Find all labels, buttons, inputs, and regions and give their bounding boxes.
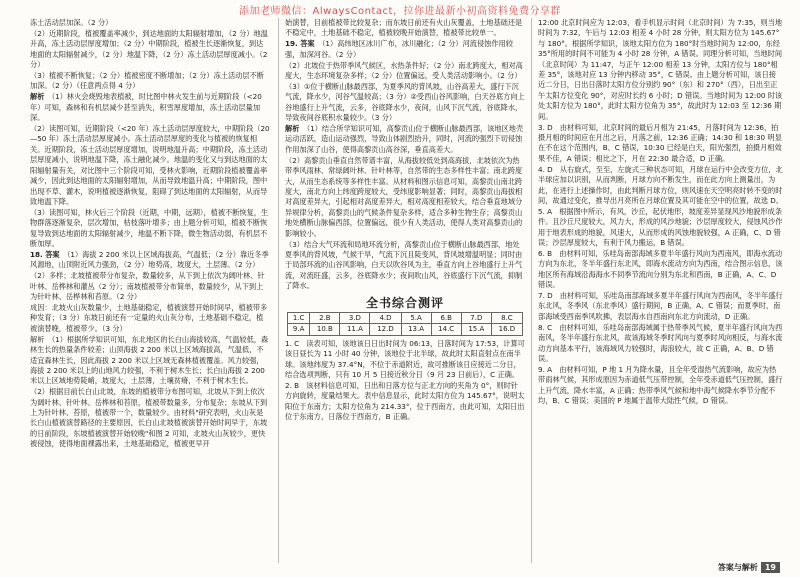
- page-number: 19: [761, 562, 780, 573]
- paragraph: （3）读图可知，林火后三个阶段（近期，中期，远期），植被不断恢复，生物群落逐渐复杂，层次增加，枯枝落叶增多；由上题分析可知，植被不断恢复导致到达地面的太阳辐射减少，地温不断下降，微生物活动弱，有机层不断加厚。: [30, 207, 269, 249]
- answer-cell: 16.D: [491, 324, 522, 335]
- paragraph: 解析 （1）结合所学知识可知，高黎贡山位于横断山脉最西部，该地区地壳运动活跃，造山运动强烈，导致山体剧烈抬升，同时，河流的强烈下切侵蚀作用加深了山谷，使得高黎贡山高谷深，垂直高差大。: [285, 124, 524, 154]
- paragraph: （3）①位于横断山脉最西部，为夏季风的背风坡，山谷高差大，盛行下沉气流，降水少，河谷气温较高；（3 分）②受西山谷风影响，白天谷底方向上谷地盛行上升气流，云多，谷底降水少，夜间，山风下沉气流，谷底降水，导致夜间谷底积水量较少。（3 分）: [285, 81, 525, 123]
- paragraph: （2）北坡位于热带季风气候区，水热条件好；（2 分）南北跨度大，相对高度大，生态环境复杂多样；（2 分）位置偏远，受人类活动影响小。（2 分）: [285, 60, 523, 81]
- paragraph: （2）高黎贡山垂直自然带谱丰富，从海拔较低处到高海拔，北坡依次为热带季风雨林、常绿阔叶林、针叶林等，自然带的生态多样性丰富；南北跨度大，从而生态系统等多样性丰富。从材料和图示信息可知，高黎贡山南北跨度大，南北方向上纬度跨度较大，受纬度影响显著；同时，高黎贡山海拔相对高度差异大，引起相对高度差异大，相对高度相差较大，结合垂直地域分异规律分析，高黎贡山的气候条件复杂多样，适合多种生物生存；高黎贡山地处横断山脉偏西部，位置偏远，很少有人类活动，使得人类对高黎贡山的影响较小。: [285, 155, 523, 238]
- paragraph: （3）植被不断恢复；（2 分）植被密度不断增加；（2 分）冻土活动层不断加深。（2 分）（任意两点得 4 分）: [30, 71, 264, 91]
- paragraph: 6. B 由材料可知，乐哇岛南部海域多夏半年盛行风向为西南风，即海水流动方向为东北，冬半年盛行东北风，即海水流动方向为西南，结合图示信息，该地区所有海域沿海海水不同季节流向分别为东北和西南，B 正确，A、C、D 错误。: [538, 248, 783, 290]
- paragraph: 解析 （1）根据所学知识可知，东北地区的长白山海拔较高，气温较低，森林生长的热量条件较差；山顶海拔 2 200 米以上区域海拔高，气温低，不适宜森林生长，因此海拔 2 200 米以上区域无森林植被覆盖。风力较强，海拔 2 200 米以上的山地风力较强，不利于树木生长；长白山海拔 2 200 米以上区域地势陡峭，坡度大，土层薄，土壤贫瘠，不利于树木生长。: [30, 334, 269, 386]
- paragraph: （2）近期阶段，植被覆盖率减少，到达地面的太阳辐射增加，（2 分）地温升高，冻土活动层厚度增加；（2 分）中期阶段，植被生长逐渐恢复，到达地面的太阳辐射减少，（2 分）地温下降，（2 分）冻土活动层厚度减小。（2 分）: [30, 28, 268, 70]
- answer-cell: 11.A: [340, 324, 370, 335]
- paragraph: 2. B 该材料信息可知，日出和日落方位与正北方向的夹角为 0°，则时针方向旋转，度量结果大。表中信息显示，此时太阳方位为 145.67°，说明太阳位于东南方；太阳方位角为 214.33°，位于西南方，由此可知，太阳日出位于东南方，日落位于西南方，B 正确。: [285, 380, 525, 422]
- answer-table: [287, 312, 523, 336]
- paragraph: 8. C 由材料可知，乐哇岛南部海域属于热带季风气候，夏半年盛行风向为西南风，冬半年盛行东北风，故该海域冬季时风向与夏季时风向相反，与海水流动方向基本平行，该海域风力较强时，海浪较大，故 C 正确，A、B、D 错误。: [538, 322, 783, 363]
- answer-cell: 3.D: [340, 312, 370, 323]
- paragraph: （3）结合大气环流和局地环流分析，高黎贡山位于横断山脉最西部，地处夏季风的背风坡，气候干旱，气流下沉且陡变风，背风坡增温明显；同时由于局部环流的山谷风影响，白天以吹谷风为主，垂直方向上谷地盛行上升气流，对流旺盛，云多，谷底降水少；夜间吹山风，谷底盛行下沉气流，抑制了降水。: [285, 239, 523, 291]
- paragraph: 始演替，目前植被带比较复杂；而东坡日前还有火山灰覆盖，土地基础还是不稳定中，土地基础不稳定，植被较晚开始演替，植被带比较单一。: [285, 18, 523, 38]
- paragraph: （2）根据目前长白山北坡，东坡的植被带分布图可知，北坡从下到上依次为阔叶林、针叶林、岳桦林和苔原，植被带数量多，分布复杂；东坡从下到上为针叶林、苔原，植被带一个，数量较少。由材料"研究表明，火山灰是长白山植被演替路径的主要原因，长白山北坡植被演替开始时间早于，东坡的日前阶段，东坡植被演替开始较晚"和图 2 可知，北坡火山灰较少，更快被侵蚀，使得地面裸露出来，土地基础稳定，植被更早开: [30, 387, 268, 449]
- page-footer: [718, 562, 780, 573]
- section-title: 全书综合测评: [365, 295, 444, 310]
- answer-cell: 8.C: [491, 312, 522, 323]
- answer-cell: 4.D: [370, 312, 401, 323]
- paragraph: 9. A 由材料可知，P 地 1 月为降水量，且全年受湿热气流影响，故应为热带雨林气候，其形成原因为赤道低气压带控制，全年受赤道低气压控制，盛行上升气流，降水丰富，A 正确；热带季风气候和地中海气候降水季节分配不均，B、C 错误；美国的 P 地属于温带大陆性气候，D 错误。: [538, 364, 783, 406]
- right-column: [538, 18, 783, 407]
- paragraph: 3. D 由材料可知，北京时间的最后月相为 21:45，月落时间为 12:36，拍摄月相的时间应在月出之后，月落之前，12:36 正确；14:30 和 18:30 明显在不在这个范围内，B、C 错误，10:30 已经是白天，阳光强烈，拍摄月相效果不佳，A 错误；相比之下，月在 22:30 最合适，D 正确。: [538, 122, 782, 163]
- paragraph: 5. A 根据图中所示，有风，沙丘，起伏地形，坡度差异显现风沙地貌形成条件。且沙丘尺度较大，风力大，形成的风沙地貌；沙层厚度较大，侵蚀风沙作用于地表形成的地貌，风速大，从而形成的风蚀地貌较强，A 正确，C、D 错误；沙层厚度较大，有利于风力搬运，B 错误。: [538, 206, 783, 248]
- paragraph: （2）读图可知，近期阶段（<20 年）冻土活动层厚度较大，中期阶段（20—50 年）冻土活动层厚度减小。冻土活动层厚度的变化与植被的恢复相关。近期阶段，冻土活动层厚度增加，说明地温升高；中期阶段，冻土活动层厚度减小，说明地温下降，冻土融化减少。地温的变化又与到达地面的太阳辐射量有关，对比图中三个阶段可知，受林火影响，近期阶段植被覆盖率减少，因此到达地面的太阳辐射增加，从而导致地温升高；中期阶段，图中出现不草、灌木，说明植被逐渐恢复，阻碍了到达地面的太阳辐射，从而导致地温下降。: [30, 124, 270, 206]
- answer-cell: 7.D: [461, 312, 491, 323]
- answer-cell: 10.B: [310, 324, 340, 335]
- paragraph: 4. D 从右旋式，至至，左旋式三种状态可知，月球在运行中会改变方位，北半球应加以识别，从而判断，月球方向不断发生，而在此方向上测量出，为此，在进行上述操作时，由此判断月球方位，则风速在天空明亮时转不变的时间，故通过变化，推导出月亮所在月球位置及其可能在空中的位置，故选 D。: [538, 164, 784, 205]
- paragraph: 1. C 读表可知，该地该日日出时间为 06:13，日落时间为 17:53，计算可该日昼长为 11 小时 40 分钟，该地位于北半球，故此时太阳直射点在南半球。该地纬度为 37.4°N，不位于赤道附近，故可推断该日应接近二分日，结合选项判断，只有 10 月 5 日接近秋分日（9 月 23 日前后），C 正确。: [285, 338, 525, 379]
- watermark-text: 添加老师微信：AlwaysContact，拉你进最新小初高资料免费分享群: [239, 6, 561, 17]
- footer-label: 答案与解析: [717, 563, 758, 572]
- answer-cell: 9.A: [288, 324, 310, 335]
- column-divider: [531, 18, 532, 563]
- answer-cell: 12.D: [370, 324, 401, 335]
- paragraph: （2）多样；北坡植被带分布复杂，数量较多，从下到上依次为阔叶林、针叶林、岳桦林和灌丛（2 分）；南坡植被带分布简单，数量较少，从下到上为针叶林、岳桦林和苔原。（2 分）: [30, 271, 265, 302]
- left-column: [30, 18, 270, 450]
- paragraph: 解析 （1）林火会烧毁地表植被，时比图中林火发生前与近期阶段（<20 年）可知，森林和有机层减少甚至消失，积雪厚度增加，冻土活动层量加深。: [30, 92, 262, 123]
- middle-column: [285, 18, 525, 423]
- answer-cell: 2.B: [310, 312, 340, 323]
- answer-cell: 13.A: [401, 324, 431, 335]
- answer-cell: 14.C: [431, 324, 461, 335]
- paragraph: 冻土活动层加深。（2 分）: [30, 18, 113, 27]
- paragraph: 7. D 由材料可知，乐哇岛南部海域多夏半年盛行风向为西南风，冬半年盛行东北风，冬季风（东北季风）盛行期间，B 正确，A、C 错误；而夏季时，南部海域受西南季风吹拂，表层海水自西南向东北方向流动，D 正确。: [538, 291, 783, 321]
- paragraph: 18. 答案 （1）海拔 2 200 米以上区域海拔高，气温低；（2 分）靠近冬季风源地，山顶附近风力强劲，（2 分）地势高，坡度大，土层薄。（2 分）: [30, 249, 269, 270]
- paragraph: 成因：北坡火山灰数量少，土地基础稳定，植被演替开始时间早，植被带多种发育；（3 分）东坡日前还有一定量的火山灰分布，土地基础不稳定，植被演替晚，植被带少。（3 分）: [30, 302, 268, 333]
- answer-cell: 15.A: [461, 324, 491, 335]
- answer-cell: 1.C: [288, 312, 310, 323]
- paragraph: 12:00 北京时间应为 12:03，看手机显示时间（北京时间）为 7:35，则当地时间为 7:32，午后与 12:03 相差 4 小时 28 分钟，则太阳方位为 145.67°与 180°。根据所学知识，该地太阳方位为 180°时当地时间为 12:00，东经 35°所用的时间不可能为 4 小时 28 分钟，A 错误。同理分析可知，当地时间（北京时间）为 11:47，与正午 12:00 相差 13 分钟，太阳方位与 180°相差 35°，该地对应 13 分钟内移动 35°，C 错误。由上题分析可知，该日接近二分日，日出日落时太阳方位分别约 90°（东）和 270°（西），日出至正午太阳方位变化 90°，对应时长约 6 小时；D 错误。当地时间为 12:00 时该处太阳方位为 180°，此时太阳方位角为 35°，故此时为 12:03 至 12:36 期间。: [538, 18, 783, 121]
- answer-cell: 6.B: [431, 312, 461, 323]
- paragraph: 19. 答案 （1）高纬地区冰川广布，冰川融化；（2 分）河流侵蚀作用较强，加深河谷。（2 分）: [285, 39, 513, 59]
- column-divider: [278, 18, 279, 563]
- answer-cell: 5.A: [401, 312, 431, 323]
